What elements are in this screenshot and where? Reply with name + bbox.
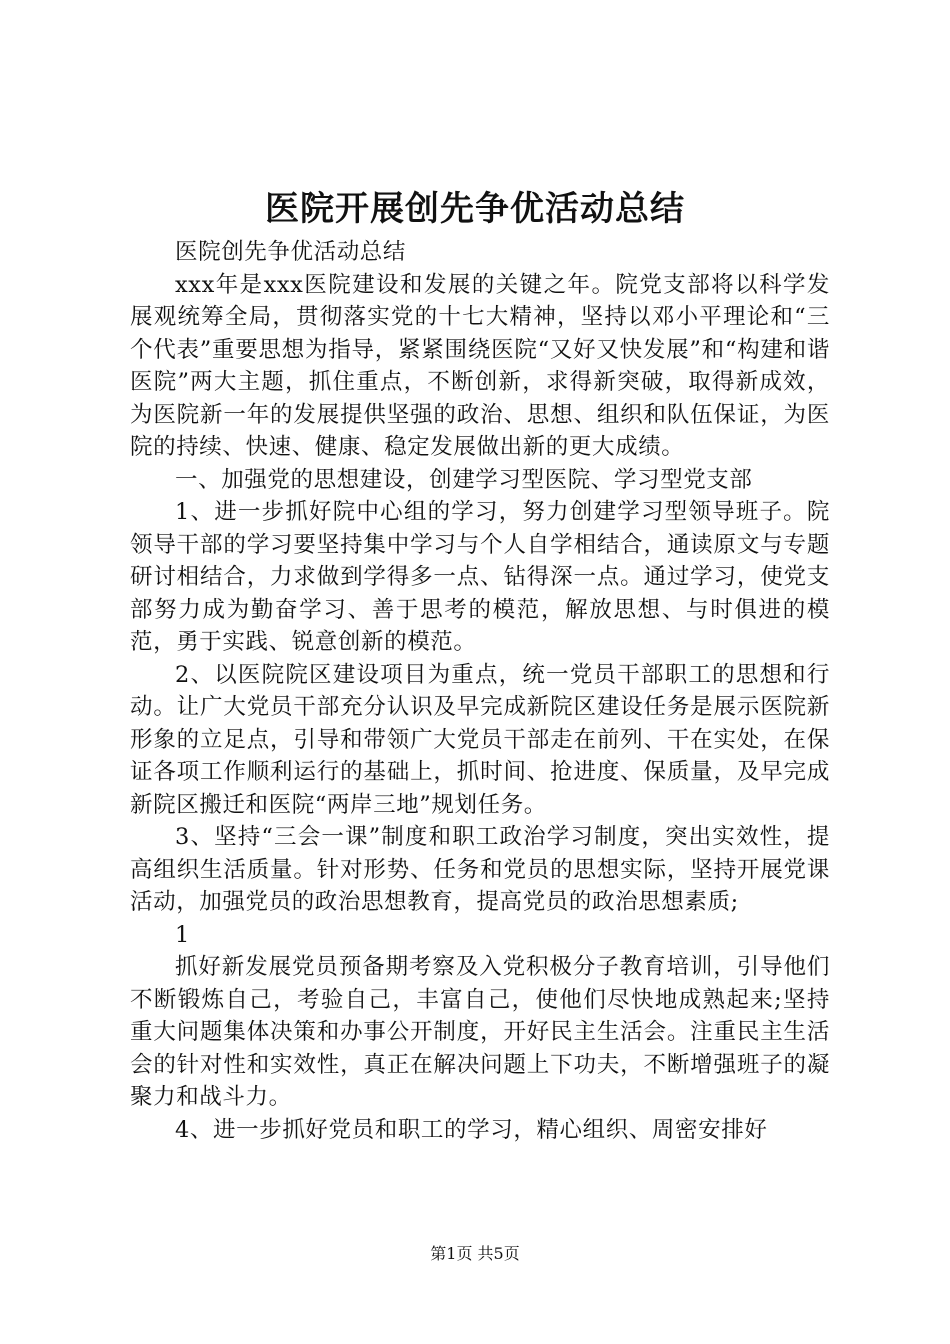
intro-paragraph: xxx年是xxx医院建设和发展的关键之年。院党支部将以科学发展观统筹全局，贯彻落实党的十七大精神，坚持以邓小平理论和“三个代表”重要思想为指导，紧紧围绕医院“又好又快发展”和“构建和谐医院”两大主题，抓住重点，不断创新，求得新突破，取得新成效，为医院新一年的发展提供坚强的政治、思想、组织和队伍保证，为医院的持续、快速、健康、稳定发展做出新的更大成绩。 [130,271,830,460]
page-footer: 第1页 共5页 [430,1244,520,1263]
subtitle-paragraph: 医院创先争优活动总结 [175,239,407,265]
section-heading: 一、加强党的思想建设，创建学习型医院、学习型党支部 [175,466,753,493]
item-2-paragraph: 2、以医院院区建设项目为重点，统一党员干部职工的思想和行动。让广大党员干部充分认识及早完成新院区建设任务是展示医院新形象的立足点，引导和带领广大党员干部走在前列、干在实处，在保证各项工作顺利运行的基础上，抓时间、抢进度、保质量，及早完成新院区搬迁和医院“两岸三地”规划任务。 [130,661,830,818]
continuation-paragraph: 抓好新发展党员预备期考察及入党积极分子教育培训，引导他们不断锻炼自己，考验自己，丰富自己，使他们尽快地成熟起来;坚持重大问题集体决策和办事公开制度，开好民主生活会。注重民主生活会的针对性和实效性，真正在解决问题上下功夫，不断增强班子的凝聚力和战斗力。 [130,954,830,1110]
page-number-marker: 1 [175,921,190,948]
document-title: 医院开展创先争优活动总结 [265,189,685,229]
document-body [130,236,830,1146]
item-3-paragraph: 3、坚持“三会一课”制度和职工政治学习制度，突出实效性，提高组织生活质量。针对形势、任务和党员的思想实际，坚持开展党课活动，加强党员的政治思想教育，提高党员的政治思想素质; [130,824,830,915]
item-1-paragraph: 1、进一步抓好院中心组的学习，努力创建学习型领导班子。院领导干部的学习要坚持集中学习与个人自学相结合，通读原文与专题研讨相结合，力求做到学得多一点、钻得深一点。通过学习，使党支部努力成为勤奋学习、善于思考的模范，解放思想、与时俱进的模范，勇于实践、锐意创新的模范。 [130,499,830,655]
item-4-paragraph: 4、进一步抓好党员和职工的学习，精心组织、周密安排好 [175,1116,768,1143]
